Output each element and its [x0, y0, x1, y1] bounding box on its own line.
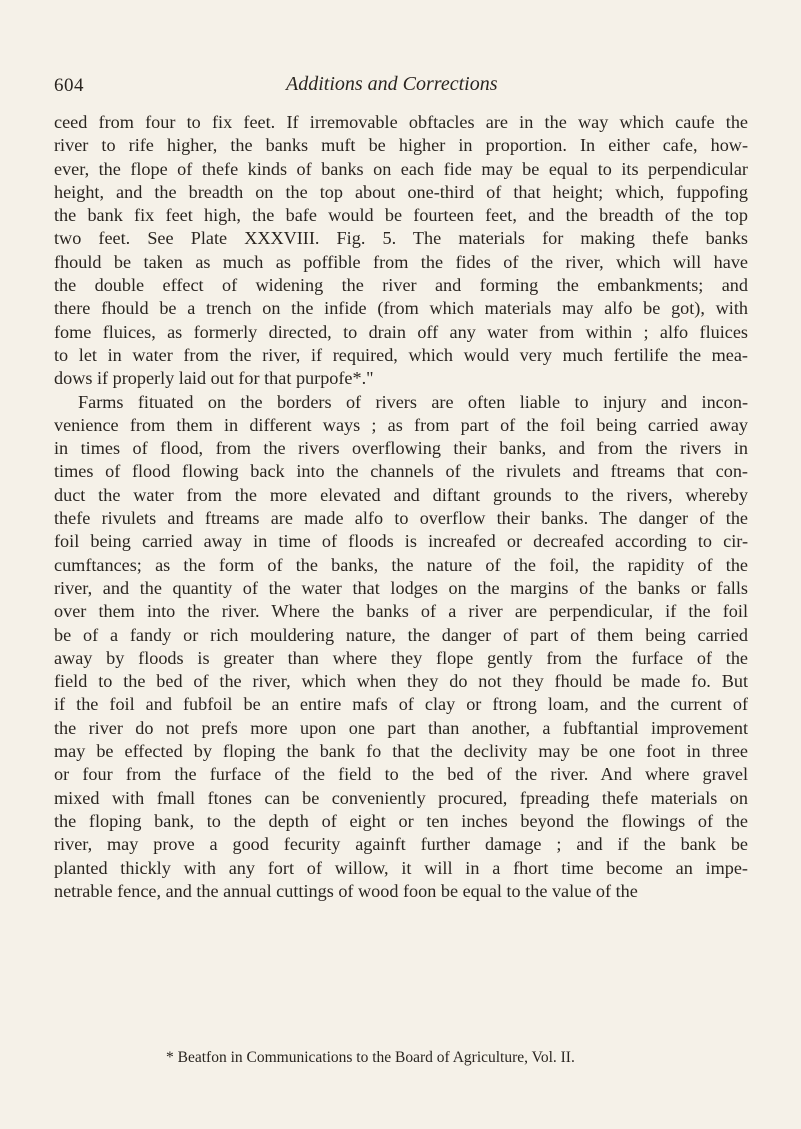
text-line: cumftances; as the form of the banks, the nature of the foil, the rapidity of the — [54, 554, 748, 575]
text-line: two feet. See Plate XXXVIII. Fig. 5. The materials for making thefe banks — [54, 228, 748, 249]
text-line: in times of flood, from the rivers overflowing their banks, and from the rivers in — [54, 438, 748, 459]
text-line: ever, the flope of thefe kinds of banks on each fide may be equal to its perpendicular — [54, 158, 748, 179]
running-head: Additions and Corrections — [286, 73, 498, 95]
text-line: to let in water from the river, if required, which would very much fertilife the mea- — [54, 344, 748, 365]
text-line: the floping bank, to the depth of eight or ten inches beyond the flowings of the — [54, 810, 748, 831]
text-line: mixed with fmall ftones can be conveniently procured, fpreading thefe materials on — [54, 787, 748, 808]
text-line: venience from them in different ways ; as from part of the foil being carried away — [54, 414, 748, 435]
text-line: times of flood flowing back into the channels of the rivulets and ftreams that con- — [54, 461, 748, 482]
text-line: Farms fituated on the borders of rivers are often liable to injury and incon- — [78, 391, 748, 412]
text-line: or four from the furface of the field to the bed of the river. And where gravel — [54, 764, 748, 785]
text-line: fome fluices, as formerly directed, to drain off any water from within ; alfo fluices — [54, 321, 748, 342]
text-line: may be effected by floping the bank fo that the declivity may be one foot in three — [54, 741, 748, 762]
text-line: ceed from four to fix feet. If irremovable obftacles are in the way which caufe the — [54, 112, 748, 132]
footnote: * Beatfon in Communications to the Board of Agriculture, Vol. II. — [166, 1049, 575, 1066]
page-number: 604 — [54, 75, 84, 96]
text-line: be of a fandy or rich mouldering nature, the danger of part of them being carried — [54, 624, 748, 645]
text-line: over them into the river. Where the banks of a river are perpendicular, if the foil — [54, 601, 748, 622]
text-line: fhould be taken as much as poffible from the fides of the river, which will have — [54, 251, 748, 272]
text-line: if the foil and fubfoil be an entire mafs of clay or ftrong loam, and the current of — [54, 694, 748, 715]
text-line: away by floods is greater than where they flope gently from the furface of the — [54, 647, 748, 668]
text-line: thefe rivulets and ftreams are made alfo to overflow their banks. The danger of the — [54, 508, 748, 529]
text-line: there fhould be a trench on the infide (from which materials may alfo be got), with — [54, 298, 748, 319]
text-line: field to the bed of the river, which when they do not they fhould be made fo. But — [54, 671, 748, 692]
text-line: planted thickly with any fort of willow, it will in a fhort time become an impe- — [54, 857, 748, 878]
text-line: the double effect of widening the river and forming the embankments; and — [54, 275, 748, 296]
text-line: river, may prove a good fecurity againft further damage ; and if the bank be — [54, 834, 748, 855]
page-header — [54, 71, 748, 101]
body-text — [54, 111, 748, 903]
text-line: river to rife higher, the banks muft be higher in proportion. In either cafe, how- — [54, 135, 748, 156]
text-line: river, and the quantity of the water that lodges on the margins of the banks or falls — [54, 577, 748, 598]
text-line: the bank fix feet high, the bafe would be fourteen feet, and the breadth of the top — [54, 205, 748, 226]
text-line: netrable fence, and the annual cuttings of wood foon be equal to the value of the — [54, 880, 638, 901]
text-line: duct the water from the more elevated and diftant grounds to the rivers, whereby — [54, 484, 748, 505]
text-line: the river do not prefs more upon one part than another, a fubftantial improvement — [54, 717, 748, 738]
text-line: dows if properly laid out for that purpofe*." — [54, 368, 374, 389]
text-line: foil being carried away in time of floods is increafed or decreafed according to cir- — [54, 531, 748, 552]
text-line: height, and the breadth on the top about one-third of that height; which, fuppofing — [54, 181, 748, 202]
